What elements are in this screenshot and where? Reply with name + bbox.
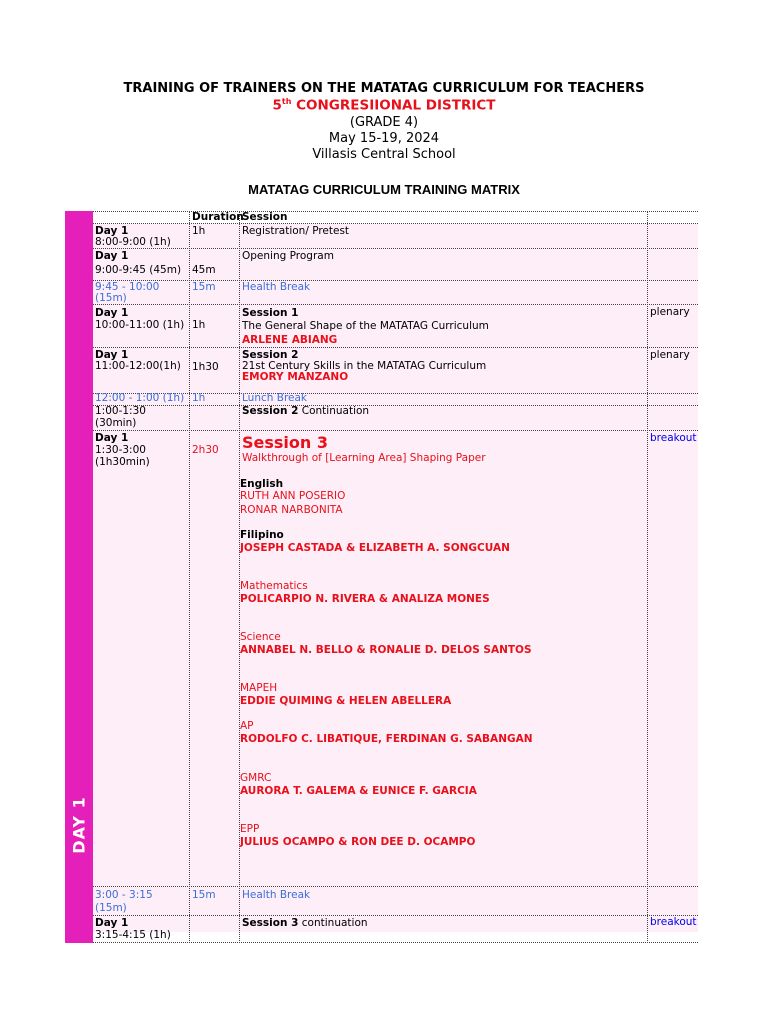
session-cell (242, 406, 369, 418)
session-cell: Lunch Break (242, 392, 308, 404)
time-cell: (1h30min) (95, 456, 150, 468)
mode-cell: plenary (650, 349, 690, 361)
time-cell: 11:00-12:00(1h) (95, 360, 181, 372)
column-divider (647, 211, 648, 943)
speaker-name: EMORY MANZANO (242, 371, 349, 383)
session-cell: Opening Program (242, 250, 334, 262)
row-divider (93, 942, 698, 943)
day-cell: Day 1 (95, 250, 129, 262)
session-title: Session 1 (242, 307, 299, 319)
speaker-name: AURORA T. GALEMA & EUNICE F. GARCIA (240, 785, 477, 797)
session-cell (242, 918, 368, 930)
time-cell: 9:00-9:45 (45m) (95, 264, 182, 276)
day-cell: Day 1 (95, 432, 129, 444)
row-divider (93, 304, 698, 305)
matrix-title: MATATAG CURRICULUM TRAINING MATRIX (248, 182, 520, 197)
row-divider (93, 211, 698, 212)
speaker-name: JOSEPH CASTADA & ELIZABETH A. SONGCUAN (240, 542, 510, 554)
time-cell: 1:00-1:30 (95, 405, 146, 417)
venue-label: Villasis Central School (312, 147, 456, 162)
time-cell: 3:15-4:15 (1h) (95, 929, 171, 941)
speaker-name: EDDIE QUIMING & HELEN ABELLERA (240, 695, 452, 707)
row-divider (93, 223, 698, 224)
session-cell: The General Shape of the MATATAG Curriculum (242, 320, 489, 332)
session-cell: Walkthrough of [Learning Area] Shaping Paper (242, 452, 486, 464)
speaker-name: RODOLFO C. LIBATIQUE, FERDINAN G. SABANGAN (240, 733, 533, 745)
time-cell: 8:00-9:00 (1h) (95, 236, 171, 248)
speaker-name: POLICARPIO N. RIVERA & ANALIZA MONES (240, 593, 490, 605)
mode-cell: breakout (650, 432, 697, 444)
day-label: DAY 1 (69, 796, 89, 854)
speaker-name: RONAR NARBONITA (240, 504, 343, 516)
time-cell: 12:00 - 1:00 (1h) (95, 392, 185, 404)
day-cell: Day 1 (95, 307, 129, 319)
session-header: Session (242, 211, 288, 223)
row-divider (93, 248, 698, 249)
time-cell: 1:30-3:00 (95, 444, 146, 456)
area-epp: EPP (240, 823, 260, 835)
time-cell: 10:00-11:00 (1h) (95, 319, 185, 331)
day-cell: Day 1 (95, 225, 129, 237)
area-filipino: Filipino (240, 529, 284, 541)
duration-cell: 2h30 (192, 444, 219, 456)
document-title: TRAINING OF TRAINERS ON THE MATATAG CURRICULUM FOR TEACHERS (123, 81, 645, 96)
speaker-name: ARLENE ABIANG (242, 334, 338, 346)
mode-cell: plenary (650, 306, 690, 318)
duration-cell: 45m (192, 264, 216, 276)
area-mapeh: MAPEH (240, 682, 278, 694)
area-gmrc: GMRC (240, 772, 272, 784)
session-cell: Health Break (242, 889, 311, 901)
day-cell: Day 1 (95, 917, 129, 929)
row-divider (93, 347, 698, 348)
session-title: Session 3 (242, 917, 299, 929)
row-divider (93, 430, 698, 431)
mode-cell: breakout (650, 916, 697, 928)
duration-cell: 15m (192, 889, 216, 901)
column-divider (189, 211, 190, 943)
dates-label: May 15-19, 2024 (328, 131, 440, 146)
time-cell: (15m) (95, 902, 127, 914)
area-math: Mathematics (240, 580, 308, 592)
duration-cell: 1h (192, 392, 206, 404)
district-title: 5th CONGRESIIONAL DISTRICT (272, 97, 496, 114)
time-cell: (30min) (95, 417, 137, 429)
duration-cell: 1h (192, 319, 206, 331)
speaker-name: ANNABEL N. BELLO & RONALIE D. DELOS SANTOS (240, 644, 532, 656)
session-cell: Registration/ Pretest (242, 225, 350, 237)
time-cell: 9:45 - 10:00 (95, 281, 160, 293)
duration-cell: 1h (192, 225, 206, 237)
session-note: Continuation (298, 405, 370, 417)
duration-header: Duration (192, 211, 244, 223)
time-cell: (15m) (95, 292, 127, 304)
grade-label: (GRADE 4) (349, 115, 419, 130)
row-divider (93, 405, 698, 406)
session-cell: Health Break (242, 281, 311, 293)
row-divider (93, 886, 698, 887)
row-divider (93, 915, 698, 916)
area-english: English (240, 478, 284, 490)
session-title: Session 3 (242, 433, 328, 452)
speaker-name: JULIUS OCAMPO & RON DEE D. OCAMPO (240, 836, 476, 848)
session-note: continuation (298, 917, 368, 929)
session-title: Session 2 (242, 405, 299, 417)
day-cell: Day 1 (95, 349, 129, 361)
row-divider (93, 280, 698, 281)
area-science: Science (240, 631, 281, 643)
time-cell: 3:00 - 3:15 (95, 889, 153, 901)
speaker-name: RUTH ANN POSERIO (240, 490, 346, 502)
duration-cell: 1h30 (192, 361, 219, 373)
area-ap: AP (240, 720, 254, 732)
session-title: Session 2 (242, 349, 299, 361)
duration-cell: 15m (192, 281, 216, 293)
session-cell: 21st Century Skills in the MATATAG Curriculum (242, 360, 487, 372)
